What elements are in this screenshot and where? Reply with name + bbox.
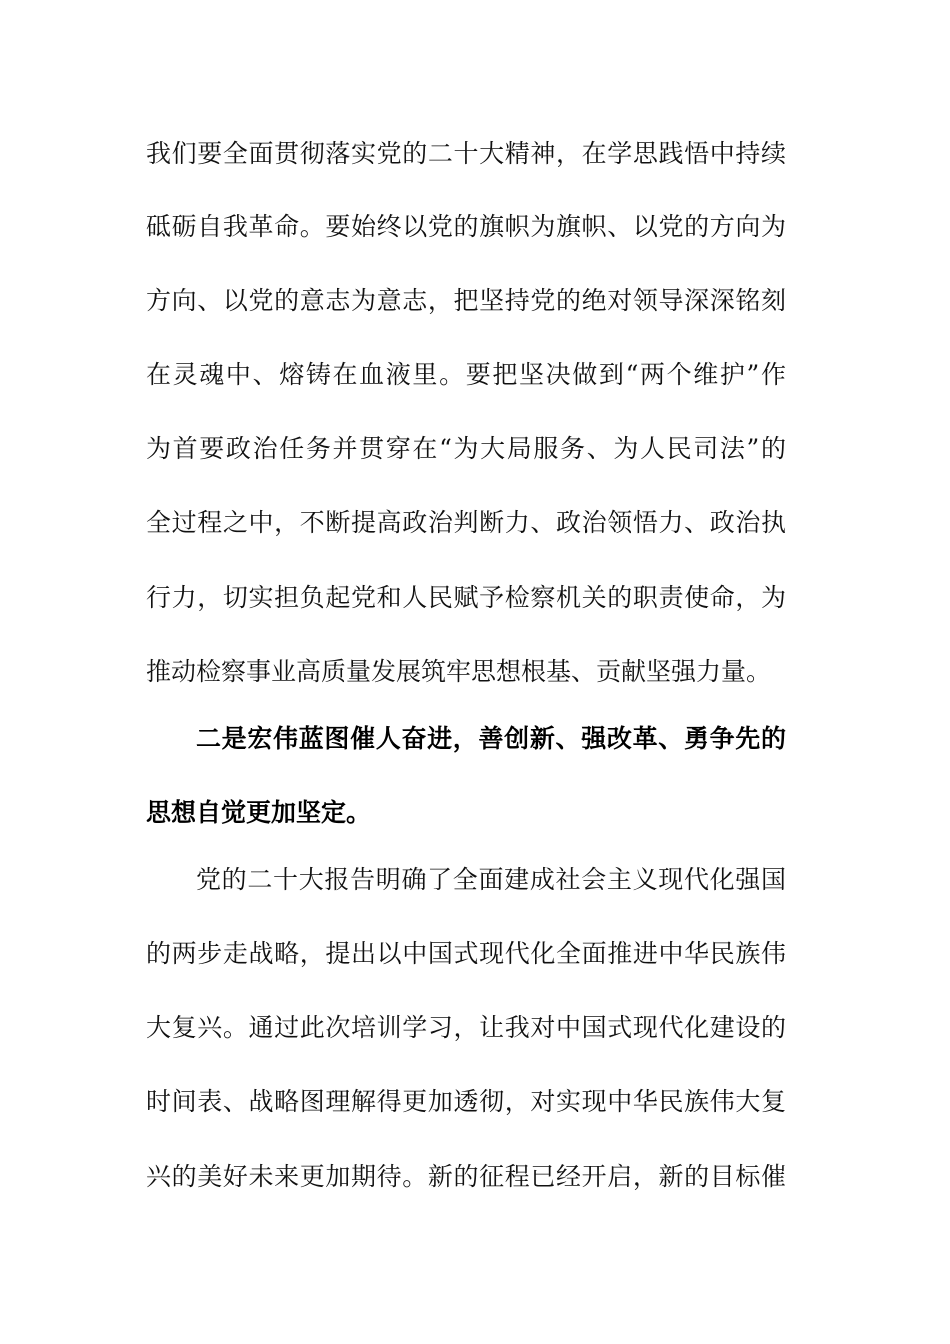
paragraph-line: 砥砺自我革命。要始终以党的旗帜为旗帜、以党的方向为 xyxy=(146,212,786,241)
paragraph-line: 党的二十大报告明确了全面建成社会主义现代化强国 xyxy=(196,865,786,894)
paragraph-line: 方向、以党的意志为意志，把坚持党的绝对领导深深铭刻 xyxy=(146,286,786,315)
heading-line: 二是宏伟蓝图催人奋进，善创新、强改革、勇争先的 xyxy=(196,724,786,753)
paragraph-line: 全过程之中，不断提高政治判断力、政治领悟力、政治执 xyxy=(146,508,786,537)
heading-line: 思想自觉更加坚定。 xyxy=(146,798,372,827)
paragraph-line: 行力，切实担负起党和人民赋予检察机关的职责使命，为 xyxy=(146,583,786,612)
paragraph-line: 的两步走战略，提出以中国式现代化全面推进中华民族伟 xyxy=(146,939,786,968)
paragraph-line: 我们要全面贯彻落实党的二十大精神，在学思践悟中持续 xyxy=(146,139,786,168)
paragraph-line: 时间表、战略图理解得更加透彻，对实现中华民族伟大复 xyxy=(146,1087,786,1116)
paragraph-line: 兴的美好未来更加期待。新的征程已经开启，新的目标催 xyxy=(146,1162,786,1191)
paragraph-line: 大复兴。通过此次培训学习，让我对中国式现代化建设的 xyxy=(146,1013,786,1042)
paragraph-line: 在灵魂中、熔铸在血液里。要把坚决做到“两个维护”作 xyxy=(146,360,786,389)
paragraph-line: 为首要政治任务并贯穿在“为大局服务、为人民司法”的 xyxy=(146,434,786,463)
paragraph-line: 推动检察事业高质量发展筑牢思想根基、贡献坚强力量。 xyxy=(146,657,772,686)
